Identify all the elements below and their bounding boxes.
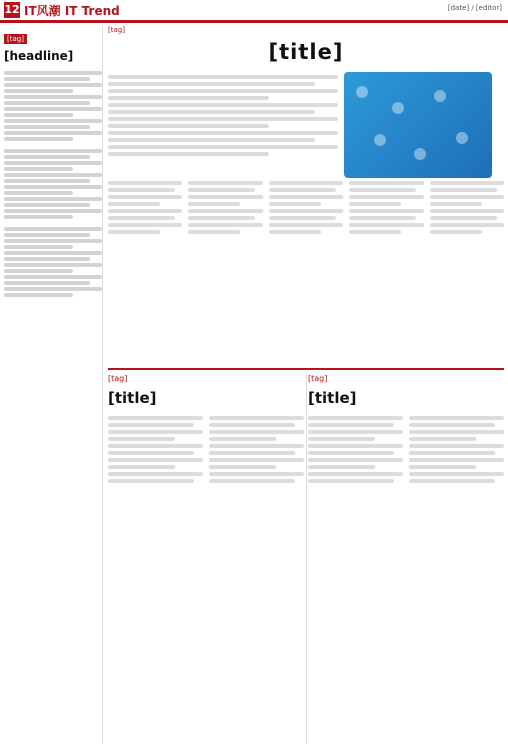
bottom-right-columns (308, 413, 504, 703)
main-article (108, 26, 504, 366)
main-tag: [tag] (108, 26, 125, 34)
page-header (0, 0, 508, 23)
left-tag: [tag] (4, 34, 27, 44)
left-headline: [headline] (4, 49, 74, 63)
deck-text (108, 72, 338, 178)
bottom-right-col-2 (409, 413, 504, 703)
bottom-left-headline: [title] (108, 389, 157, 407)
main-headline: [title] (268, 40, 344, 64)
body-col-5 (430, 178, 504, 378)
body-col-1 (108, 178, 182, 378)
bottom-right-col-1 (308, 413, 403, 703)
left-column (4, 26, 103, 744)
bottom-left-col-2 (209, 413, 304, 703)
bottom-left-col-1 (108, 413, 203, 703)
main-body-columns (108, 178, 504, 378)
page-number: 12 (4, 3, 20, 16)
body-col-4 (349, 178, 423, 378)
bottom-left-columns (108, 413, 304, 703)
column-separator (306, 374, 307, 744)
bottom-right-tag: [tag] (308, 374, 328, 383)
header-meta: [date] / [editor] (447, 4, 502, 12)
bottom-right-headline: [title] (308, 389, 357, 407)
left-text-block (4, 71, 102, 141)
bottom-left-article (108, 374, 304, 744)
bottom-left-tag: [tag] (108, 374, 128, 383)
section-divider (108, 368, 504, 370)
section-title: IT风潮 IT Trend (24, 4, 120, 18)
article-image (344, 72, 492, 178)
body-col-2 (188, 178, 262, 378)
left-text-block-2 (4, 149, 102, 219)
bottom-right-article (308, 374, 504, 744)
left-text-block-3 (4, 227, 102, 297)
body-col-3 (269, 178, 343, 378)
